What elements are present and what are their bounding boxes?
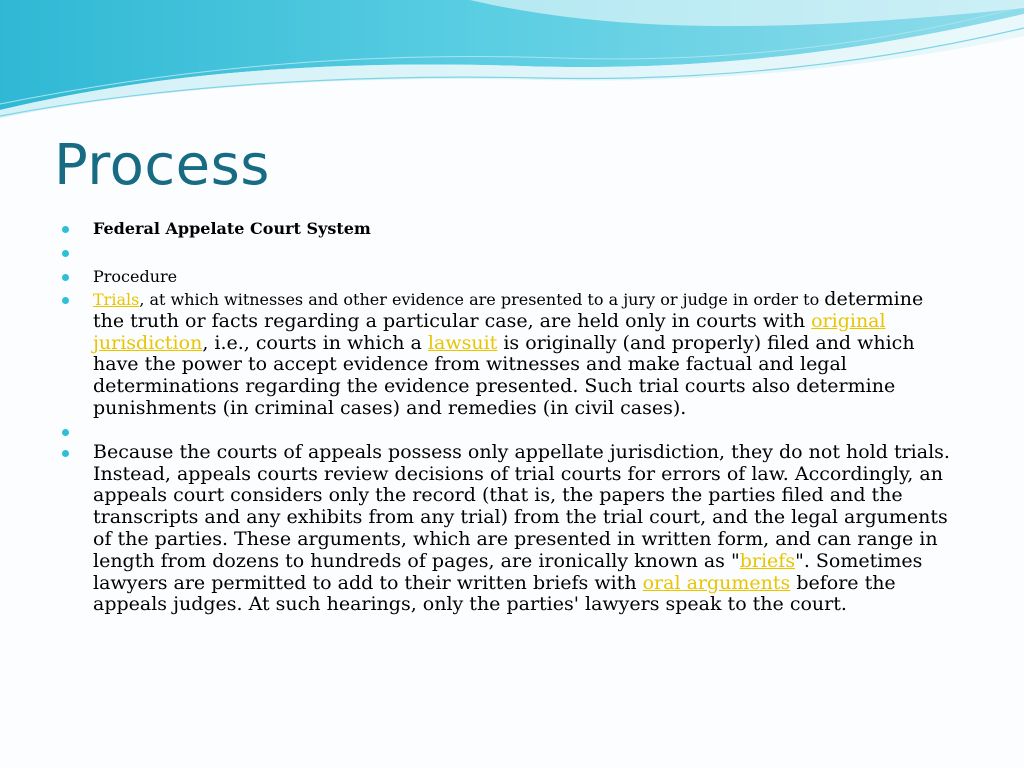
bullet-dot-icon [62,250,69,257]
slide-title: Process [54,133,270,198]
bullet-dot-icon [62,274,69,281]
trials-text-4: is originally (and properly) filed and which have the power to accept evidence from witnesses and make factual and legal determinations regarding the evidence presented. Such trial courts also determine punishments (in criminal cases) and remedies (in civil cases). [93,331,915,419]
link-lawsuit[interactable]: lawsuit [427,331,498,354]
trials-text-3: , i.e., courts in which a [202,331,428,354]
link-original-jurisdiction[interactable]: original jurisdiction [93,309,886,354]
trials-text-1: , at which witnesses and other evidence are presented to a jury or judge in order to [139,290,825,309]
wave-decoration [0,0,1024,125]
bullet-item-trials [62,289,957,420]
bullet-item-empty [62,241,957,265]
bullet-item-procedure [62,265,957,289]
bullet-dot-icon [62,429,69,436]
bullet-item-empty [62,420,957,442]
appeals-text-3: before the appeals judges. At such hearings, only the parties' lawyers speak to the court. [93,571,896,616]
bullet-text: Procedure [93,267,178,286]
appeals-text-1: Because the courts of appeals possess only appellate jurisdiction, they do not hold trials. Instead, appeals courts review decisions of trial courts for errors of law. Accordingly, an appeals court considers only the record (that is, the papers the parties filed and the transcripts and any exhibits from any trial) from the trial court, and the legal arguments of the parties. These arguments, which are presented in written form, and can range in length from dozens to hundreds of pages, are ironically known as " [93,440,950,572]
bullet-dot-icon [62,226,69,233]
bullet-list [62,217,957,616]
link-oral-arguments[interactable]: oral arguments [642,571,791,594]
bullet-text: Federal Appelate Court System [93,219,371,238]
bullet-dot-icon [62,297,69,304]
bullet-dot-icon [62,450,69,457]
bullet-item-federal-appelate [62,217,957,241]
trials-text-2: determine the truth or facts regarding a particular case, are held only in courts with [93,288,924,332]
link-briefs[interactable]: briefs [739,549,796,572]
bullet-item-appeals [62,442,957,616]
link-trials[interactable]: Trials [93,290,140,309]
appeals-text-2: ". Sometimes lawyers are permitted to add to their written briefs with [93,549,923,594]
